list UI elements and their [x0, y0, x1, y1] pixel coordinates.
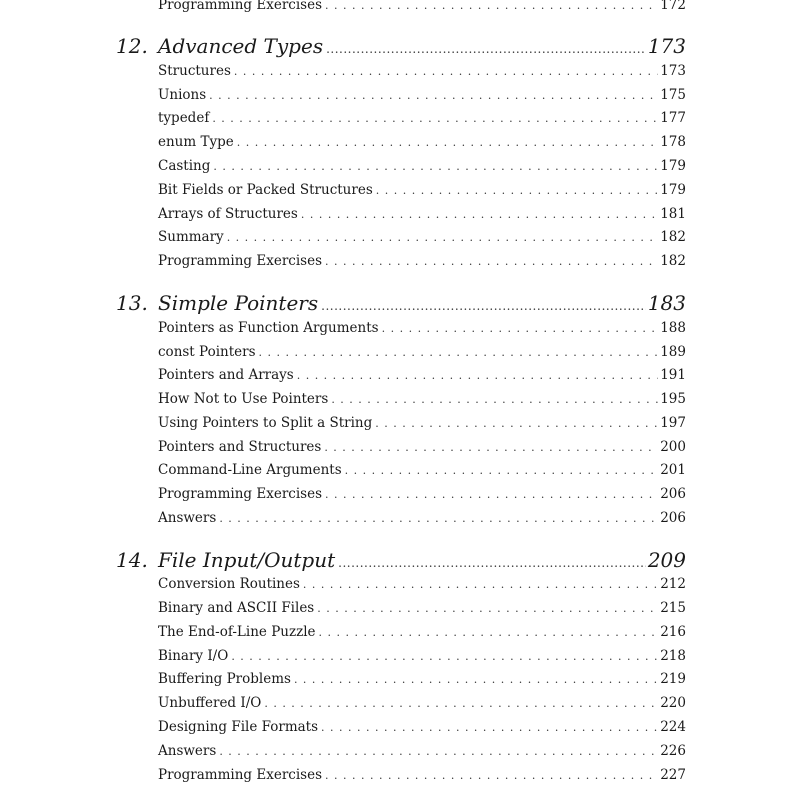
toc-entry-title: How Not to Use Pointers [158, 391, 329, 407]
chapter-title: Simple Pointers [158, 291, 319, 315]
chapter-page: 183 [647, 291, 686, 315]
dot-leader [303, 575, 658, 595]
toc-entry-page: 172 [660, 0, 686, 13]
chapter-title: Advanced Types [158, 34, 324, 58]
toc-entry[interactable] [158, 318, 686, 338]
dot-leader [212, 109, 658, 129]
toc-entry-page: 201 [660, 462, 686, 478]
dot-leader [325, 252, 658, 272]
chapter-page: 173 [647, 34, 686, 58]
dot-leader [319, 623, 659, 643]
toc-entry-page: 206 [660, 510, 686, 526]
toc-entry[interactable] [158, 437, 686, 457]
toc-entry-page: 206 [660, 486, 686, 502]
dot-leader [259, 343, 659, 363]
toc-entry[interactable] [158, 765, 686, 785]
toc-entry[interactable] [158, 156, 686, 176]
toc-entry[interactable] [158, 717, 686, 737]
toc-entry[interactable] [158, 574, 686, 594]
dot-leader [209, 86, 658, 106]
toc-entry-page: 188 [660, 320, 686, 336]
toc-entry-page: 191 [660, 367, 686, 383]
toc-entry-page: 197 [660, 415, 686, 431]
dot-leader [317, 599, 658, 619]
toc-entry-title: Binary I/O [158, 648, 229, 664]
toc-entry[interactable] [158, 85, 686, 105]
chapter-number: 13. [116, 291, 148, 315]
toc-entry[interactable] [158, 108, 686, 128]
dot-leader [325, 0, 658, 16]
toc-entry-title: Unions [158, 87, 207, 103]
dot-leader [213, 157, 658, 177]
toc-entry[interactable] [158, 389, 686, 409]
toc-entry[interactable] [158, 484, 686, 504]
toc-entry[interactable] [158, 622, 686, 642]
chapter-number: 12. [116, 34, 148, 58]
dot-leader [345, 461, 659, 481]
toc-entry[interactable] [158, 693, 686, 713]
toc-entry-page: 219 [660, 671, 686, 687]
toc-entry-title: Pointers as Function Arguments [158, 320, 379, 336]
toc-entry-title: Programming Exercises [158, 767, 322, 783]
chapter-number: 14. [116, 548, 148, 572]
chapter-heading[interactable] [116, 31, 686, 61]
toc-entry-title: Programming Exercises [158, 253, 322, 269]
toc-entry-title: Unbuffered I/O [158, 695, 262, 711]
toc-entry-page: 212 [660, 576, 686, 592]
toc-entry[interactable] [158, 508, 686, 528]
chapter-title: File Input/Output [158, 548, 336, 572]
dot-leader [325, 485, 658, 505]
toc-entry-page: 181 [660, 206, 686, 222]
toc-entry-title: Answers [158, 743, 217, 759]
toc-entry-page: 195 [660, 391, 686, 407]
dot-leader [376, 181, 658, 201]
dot-leader [331, 390, 658, 410]
toc-entry-title: Casting [158, 158, 211, 174]
toc-entry-title: Bit Fields or Packed Structures [158, 182, 373, 198]
chapter-heading[interactable] [116, 545, 686, 575]
toc-entry-page: 179 [660, 158, 686, 174]
toc-entry-page: 216 [660, 624, 686, 640]
toc-entry[interactable] [158, 598, 686, 618]
toc-entry-title: Answers [158, 510, 217, 526]
toc-entry[interactable] [158, 342, 686, 362]
toc-entry-title: Structures [158, 63, 231, 79]
toc-entry-title: Command-Line Arguments [158, 462, 342, 478]
toc-entry-page: 177 [660, 110, 686, 126]
dot-leader [219, 742, 658, 762]
dot-leader [324, 438, 658, 458]
toc-entry-page: 220 [660, 695, 686, 711]
dot-leader [321, 291, 646, 321]
dot-leader [231, 647, 658, 667]
toc-entry-page: 179 [660, 182, 686, 198]
toc-entry-page: 178 [660, 134, 686, 150]
dot-leader [264, 694, 658, 714]
dot-leader [294, 670, 658, 690]
toc-entry-page: 227 [660, 767, 686, 783]
toc-entry[interactable] [158, 180, 686, 200]
chapter-page: 209 [647, 548, 686, 572]
dot-leader [227, 228, 659, 248]
toc-entry-title: Designing File Formats [158, 719, 319, 735]
toc-entry[interactable] [158, 227, 686, 247]
dot-leader [237, 133, 658, 153]
dot-leader [297, 366, 659, 386]
toc-entry-title: Programming Exercises [158, 486, 322, 502]
toc-entry[interactable] [158, 61, 686, 81]
toc-entry-title: Buffering Problems [158, 671, 291, 687]
toc-entry-title: typedef [158, 110, 210, 126]
toc-entry[interactable] [158, 741, 686, 761]
toc-entry[interactable] [158, 0, 686, 15]
toc-entry-page: 226 [660, 743, 686, 759]
toc-entry[interactable] [158, 413, 686, 433]
toc-entry[interactable] [158, 251, 686, 271]
toc-entry-title: Programming Exercises [158, 0, 322, 13]
dot-leader [321, 718, 658, 738]
toc-entry-title: Arrays of Structures [158, 206, 298, 222]
toc-entry-page: 182 [660, 253, 686, 269]
toc-entry[interactable] [158, 365, 686, 385]
toc-entry[interactable] [158, 204, 686, 224]
toc-entry[interactable] [158, 460, 686, 480]
toc-entry-page: 182 [660, 229, 686, 245]
dot-leader [326, 34, 646, 64]
toc-entry-page: 218 [660, 648, 686, 664]
dot-leader [301, 205, 658, 225]
dot-leader [219, 509, 658, 529]
toc-entry-title: enum Type [158, 134, 234, 150]
toc-entry-title: Conversion Routines [158, 576, 300, 592]
dot-leader [375, 414, 658, 434]
dot-leader [382, 319, 659, 339]
toc-entry[interactable] [158, 646, 686, 666]
toc-entry-page: 215 [660, 600, 686, 616]
toc-entry[interactable] [158, 669, 686, 689]
dot-leader [234, 62, 658, 82]
toc-entry-page: 173 [660, 63, 686, 79]
toc-entry-page: 175 [660, 87, 686, 103]
toc-entry-title: Binary and ASCII Files [158, 600, 315, 616]
toc-entry-title: Summary [158, 229, 224, 245]
toc-entry-title: Pointers and Arrays [158, 367, 294, 383]
toc-entry-title: The End-of-Line Puzzle [158, 624, 316, 640]
toc-entry-page: 189 [660, 344, 686, 360]
toc-entry-title: const Pointers [158, 344, 256, 360]
toc-entry-page: 224 [660, 719, 686, 735]
toc-entry-title: Using Pointers to Split a String [158, 415, 373, 431]
toc-entry-page: 200 [660, 439, 686, 455]
toc-entry[interactable] [158, 132, 686, 152]
chapter-heading[interactable] [116, 288, 686, 318]
dot-leader [325, 766, 658, 786]
toc-entry-title: Pointers and Structures [158, 439, 322, 455]
